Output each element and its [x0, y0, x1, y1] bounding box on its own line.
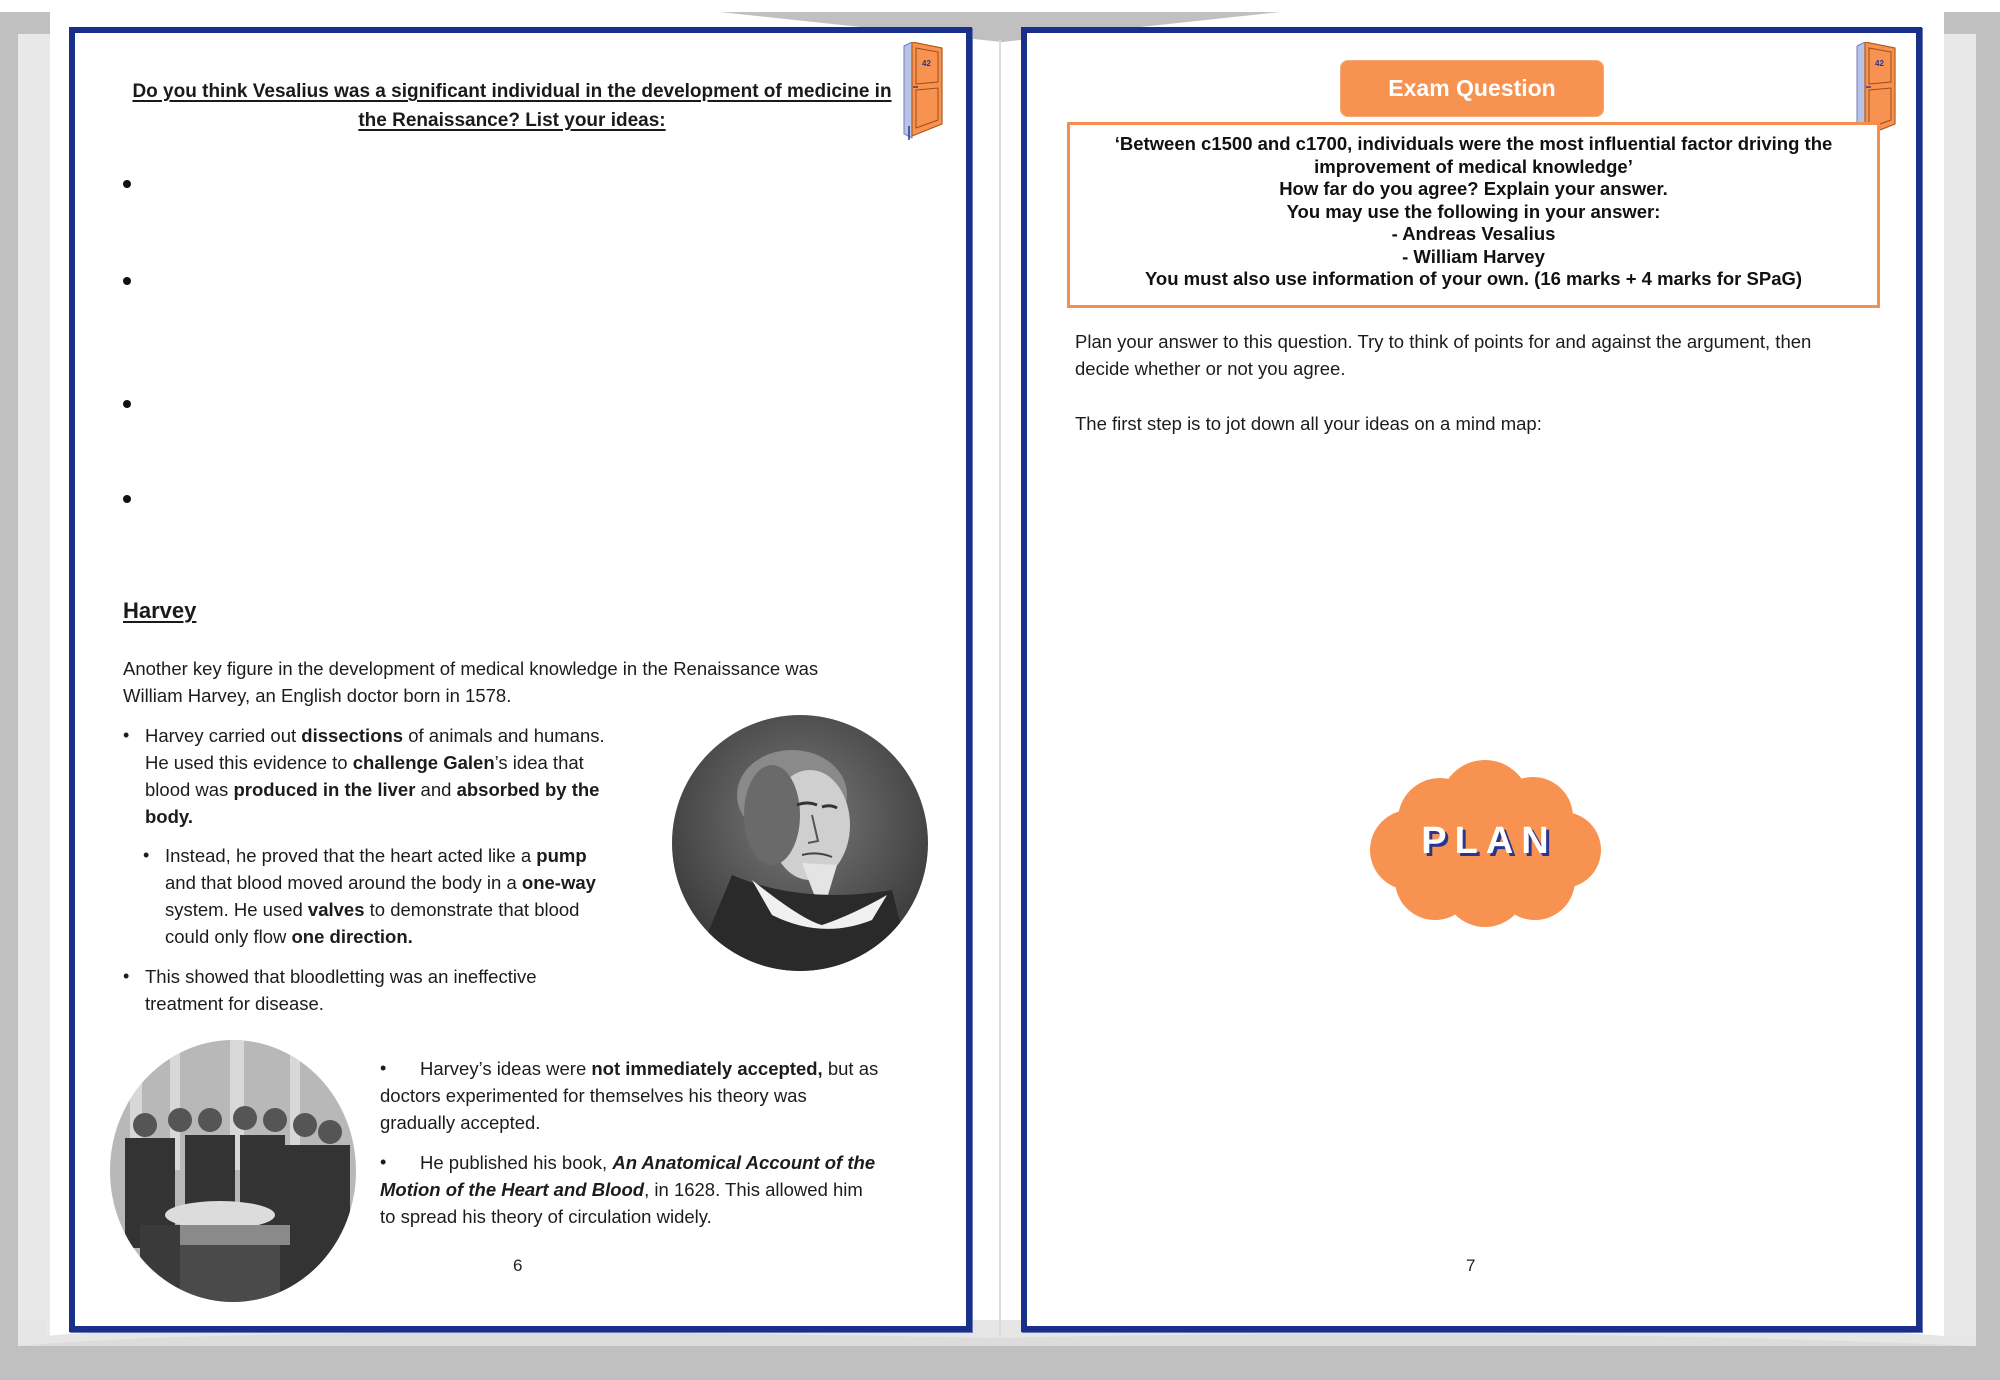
- harvey-portrait-image: [672, 715, 928, 971]
- harvey-intro: [123, 655, 903, 709]
- bullet-text: [380, 1055, 920, 1136]
- exam-line-7: You must also use information of your own. (16 marks + 4 marks for SPaG): [1144, 268, 1803, 289]
- bullet-text: [145, 722, 665, 830]
- bullet-line: treatment for disease.: [145, 993, 324, 1014]
- answer-bullet-2[interactable]: [123, 277, 131, 285]
- bullet-line: Harvey’s ideas were not immediately accepted, but as: [420, 1058, 879, 1079]
- bullet-line: Instead, he proved that the heart acted like a pump: [165, 845, 587, 866]
- bullet-dot: •: [143, 845, 150, 865]
- bullet-line: blood was produced in the liver and absorbed by the: [145, 779, 600, 800]
- intro-line-1: Another key figure in the development of medical knowledge in the Renaissance was: [123, 658, 819, 679]
- bullet-line: could only flow one direction.: [165, 926, 413, 947]
- svg-text:42: 42: [1875, 59, 1884, 68]
- question-title-line-2: the Renaissance? List your ideas:: [358, 110, 666, 131]
- bullet-line: He used this evidence to challenge Galen’s idea that: [145, 752, 584, 773]
- answer-bullet-1[interactable]: [123, 180, 131, 188]
- bullet-dot: •: [123, 966, 130, 986]
- plan-cloud-label: PLAN: [1421, 820, 1557, 862]
- svg-text:42: 42: [922, 59, 931, 68]
- bullet-dot: •: [380, 1152, 387, 1172]
- plan-line-2: decide whether or not you agree.: [1075, 358, 1346, 379]
- bullet-dot: •: [380, 1058, 387, 1078]
- exam-line-2: improvement of medical knowledge’: [1314, 155, 1633, 177]
- bullet-line: to spread his theory of circulation widely.: [380, 1206, 712, 1227]
- page-number-right: 7: [1466, 1256, 1476, 1275]
- section-heading-harvey: Harvey: [123, 598, 197, 623]
- book-spine: [999, 40, 1001, 1346]
- page-number-left: 6: [513, 1256, 523, 1275]
- bullet-line: body.: [145, 806, 193, 827]
- bullet-line: and that blood moved around the body in a one-way: [165, 872, 596, 893]
- plan-line-1: Plan your answer to this question. Try to think of points for and against the argument, then: [1075, 331, 1812, 352]
- intro-line-2: William Harvey, an English doctor born in 1578.: [123, 685, 512, 706]
- exam-question-button[interactable]: Exam Question: [1340, 60, 1604, 117]
- exam-line-1: ‘Between c1500 and c1700, individuals were the most influential factor driving the: [1114, 133, 1833, 154]
- bullet-text: [380, 1149, 920, 1230]
- bullet-line: He published his book, An Anatomical Account of the: [420, 1152, 876, 1173]
- plan-instructions: [1075, 328, 1875, 382]
- page-edge-left: [18, 34, 50, 1344]
- bullet-line: doctors experimented for themselves his theory was: [380, 1085, 807, 1106]
- anatomy-lesson-engraving-image: [110, 1040, 356, 1302]
- page-edge-right: [1944, 34, 1976, 1344]
- bullet-line: Motion of the Heart and Blood, in 1628. This allowed him: [380, 1179, 863, 1200]
- question-title: [112, 77, 912, 135]
- exam-line-5: - Andreas Vesalius: [1391, 223, 1556, 244]
- bullet-line: Harvey carried out dissections of animals and humans.: [145, 725, 605, 746]
- exam-line-4: You may use the following in your answer:: [1286, 200, 1661, 222]
- exam-line-3: How far do you agree? Explain your answer.: [1279, 178, 1668, 199]
- question-title-line-1: Do you think Vesalius was a significant individual in the development of medicine in: [132, 81, 892, 102]
- bullet-line: system. He used valves to demonstrate that blood: [165, 899, 580, 920]
- answer-bullet-4[interactable]: [123, 495, 131, 503]
- bullet-text: [145, 963, 665, 1017]
- book-background-bottom: [0, 1346, 2000, 1380]
- exam-question-box: [1067, 122, 1880, 308]
- bullet-dot: •: [123, 725, 130, 745]
- bullet-line: gradually accepted.: [380, 1112, 541, 1133]
- bullet-line: This showed that bloodletting was an ineffective: [145, 966, 537, 987]
- answer-bullet-3[interactable]: [123, 400, 131, 408]
- bullet-text: [165, 842, 665, 950]
- exam-line-6: - William Harvey: [1402, 245, 1545, 267]
- mind-map-instruction: The first step is to jot down all your ideas on a mind map:: [1075, 413, 1542, 434]
